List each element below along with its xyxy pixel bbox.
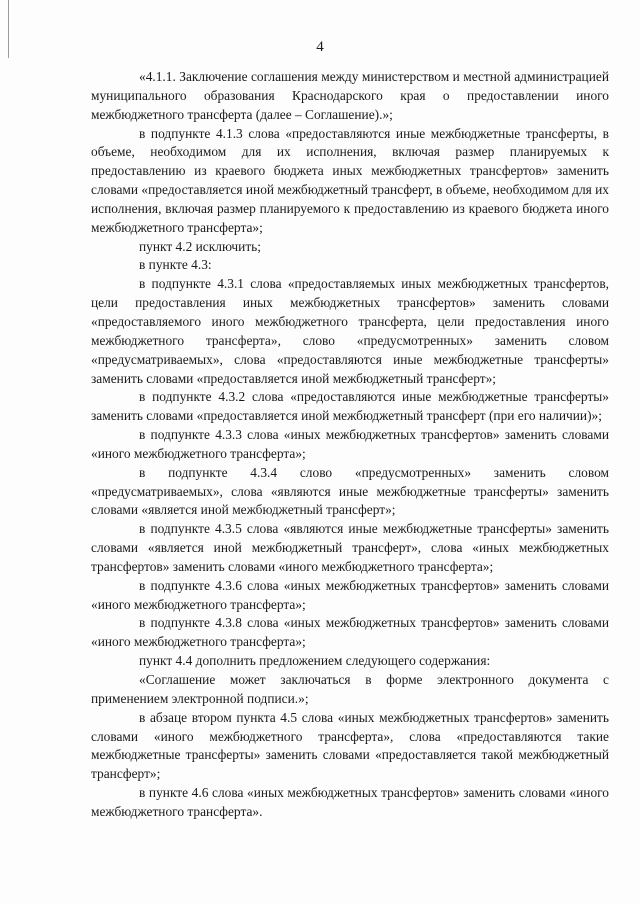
- paragraph-6: в подпункте 4.3.2 слова «предоставляются иные межбюджетные трансферты» заменить словами «предоставляется иной межбюджетный трансферт (при его наличии)»;: [91, 389, 609, 424]
- paragraph-4: в пункте 4.3:: [139, 257, 212, 273]
- paragraph-13: «Соглашение может заключаться в форме электронного документа с применением электронной подписи.»;: [91, 672, 609, 706]
- document-body: [91, 68, 609, 822]
- paragraph-8: в подпункте 4.3.4 слово «предусмотренных» заменить словом «предусматриваемых», слова «являются иные межбюджетные трансферты» заменить словами «является иной межбюджетный трансферт»;: [91, 464, 609, 518]
- paragraph-15: в пункте 4.6 слова «иных межбюджетных трансфертов» заменить словами «иного межбюджетного трансферта».: [91, 785, 609, 819]
- paragraph-7: в подпункте 4.3.3 слова «иных межбюджетных трансфертов» заменить словами «иного межбюджетного трансферта»;: [91, 427, 609, 461]
- paragraph-5: в подпункте 4.3.1 слова «предоставляемых иных межбюджетных трансфертов, цели предоставления иных межбюджетных трансфертов» заменить словами «предоставляемого иного межбюджетного трансферта, цели предоставления иного межбюджетного трансферта», слово «предусмотренных» заменить словом «предусматриваемых», слова «предоставляются иные межбюджетные трансферты» заменить словами «предоставляется иной межбюджетный трансферт»;: [91, 276, 609, 386]
- paragraph-12: пункт 4.4 дополнить предложением следующего содержания:: [139, 653, 491, 669]
- paragraph-11: в подпункте 4.3.8 слова «иных межбюджетных трансфертов» заменить словами «иного межбюджетного трансферта»;: [91, 615, 609, 650]
- paragraph-9: в подпункте 4.3.5 слова «являются иные межбюджетные трансферты» заменить словами «является иной межбюджетный трансферт», слова «иных межбюджетных трансфертов» заменить словами «иного межбюджетного трансферта»;: [91, 521, 609, 574]
- paragraph-2: в подпункте 4.1.3 слова «предоставляются иные межбюджетные трансферты, в объеме, необходимом для их исполнения, включая размер планируемых к предоставлению из краевого бюджета иных межбюджетных трансфертов» заменить словами «предоставляется иной межбюджетный трансферт, в объеме, необходимом для их исполнения, включая размер планируемого к предоставлению из краевого бюджета иного межбюджетного трансферта»;: [91, 125, 610, 235]
- paragraph-14: в абзаце втором пункта 4.5 слова «иных межбюджетных трансфертов» заменить словами «иного межбюджетного трансферта», слова «предоставляются такие межбюджетные трансферты» заменить словами «предоставляется такой межбюджетный трансферт»;: [91, 709, 609, 782]
- page-number: 4: [316, 39, 324, 55]
- paragraph-1: «4.1.1. Заключение соглашения между министерством и местной администрацией муниципального образования Краснодарского края о предоставлении иного межбюджетного трансферта (далее – Соглашение).»;: [91, 69, 609, 122]
- paragraph-10: в подпункте 4.3.6 слова «иных межбюджетных трансфертов» заменить словами «иного межбюджетного трансферта»;: [91, 577, 609, 612]
- paragraph-3: пункт 4.2 исключить;: [139, 238, 262, 254]
